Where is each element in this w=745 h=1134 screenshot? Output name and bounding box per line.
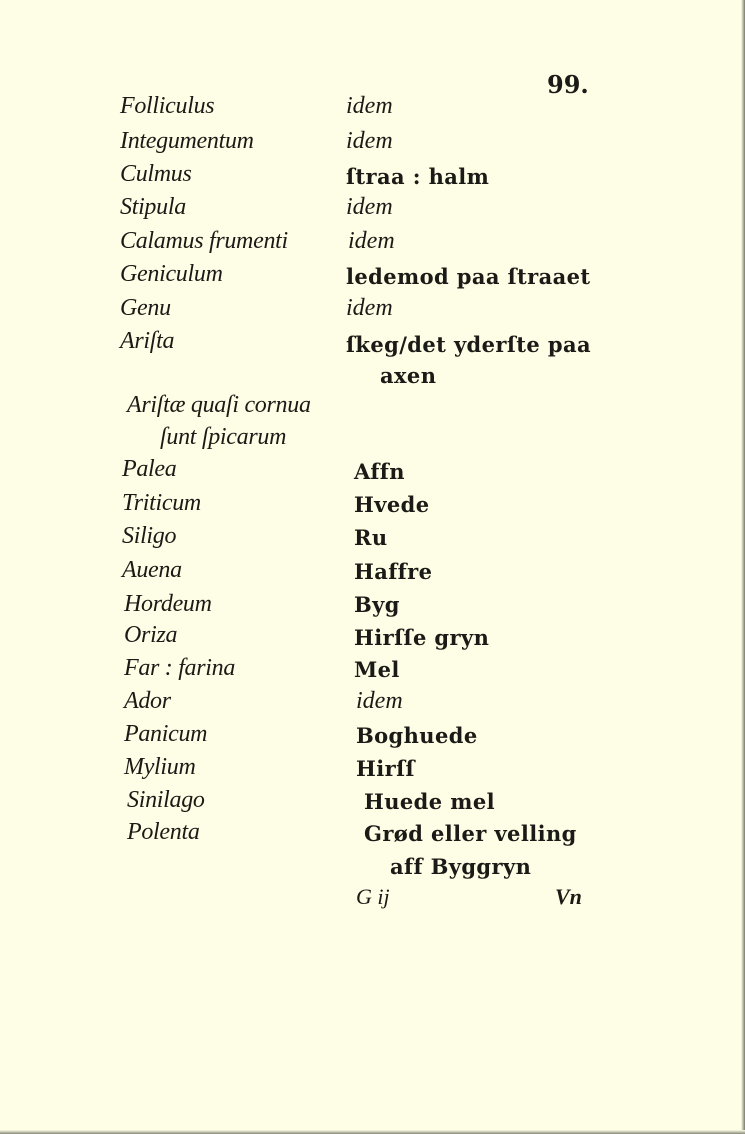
latin-term: Genu xyxy=(120,295,171,321)
latin-term: Culmus xyxy=(120,161,192,187)
latin-term: Folliculus xyxy=(120,93,215,119)
danish-term: Hirſſe gryn xyxy=(354,625,490,650)
latin-term: Stipula xyxy=(120,194,186,220)
signature-mark: G ij xyxy=(356,884,390,909)
danish-term: Huede mel xyxy=(364,789,495,814)
danish-term: idem xyxy=(346,295,393,321)
latin-term-continuation: ſunt ſpicarum xyxy=(160,424,287,450)
danish-term: Byg xyxy=(354,592,400,617)
latin-term: Oriza xyxy=(124,622,178,648)
latin-term: Ador xyxy=(124,688,171,714)
danish-term: idem xyxy=(346,194,393,220)
latin-term: Calamus frumenti xyxy=(120,228,288,254)
latin-term: Geniculum xyxy=(120,261,223,287)
latin-term: Triticum xyxy=(122,490,201,516)
danish-term: Mel xyxy=(354,657,400,682)
danish-term: idem xyxy=(346,128,393,154)
page-edge-right xyxy=(741,0,745,1134)
latin-term: Ariſta xyxy=(120,328,175,354)
danish-term: Grød eller velling xyxy=(364,821,577,846)
latin-term: Ariſtæ quaſi cornua xyxy=(127,392,311,418)
latin-term: Siligo xyxy=(122,523,177,549)
danish-term-continuation: aff Byggryn xyxy=(390,854,532,879)
danish-term: Hvede xyxy=(354,492,430,517)
latin-term: Mylium xyxy=(124,754,196,780)
latin-term: Far : farina xyxy=(124,655,236,681)
danish-term: ſkeg/det yderſte paa xyxy=(346,332,591,357)
danish-term: idem xyxy=(346,93,393,119)
latin-term: Sinilago xyxy=(127,787,205,813)
page-edge-bottom xyxy=(0,1130,745,1134)
latin-term: Auena xyxy=(122,557,182,583)
danish-term: idem xyxy=(348,228,395,254)
danish-term: Ru xyxy=(354,525,388,550)
latin-term: Hordeum xyxy=(124,591,212,617)
danish-term: idem xyxy=(356,688,403,714)
danish-term: ſtraa : halm xyxy=(346,164,490,189)
latin-term: Integumentum xyxy=(120,128,254,154)
latin-term: Palea xyxy=(122,456,177,482)
danish-term: Hirſſ xyxy=(356,756,415,781)
danish-term-continuation: axen xyxy=(380,363,437,388)
danish-term: Boghuede xyxy=(356,723,478,748)
danish-term: ledemod paa ſtraaet xyxy=(346,264,591,289)
danish-term: Haffre xyxy=(354,559,433,584)
danish-term: Affn xyxy=(354,459,405,484)
latin-term: Panicum xyxy=(124,721,208,747)
catchword: Vn xyxy=(555,884,582,909)
latin-term: Polenta xyxy=(127,819,200,845)
page-number: 99. xyxy=(547,70,589,99)
